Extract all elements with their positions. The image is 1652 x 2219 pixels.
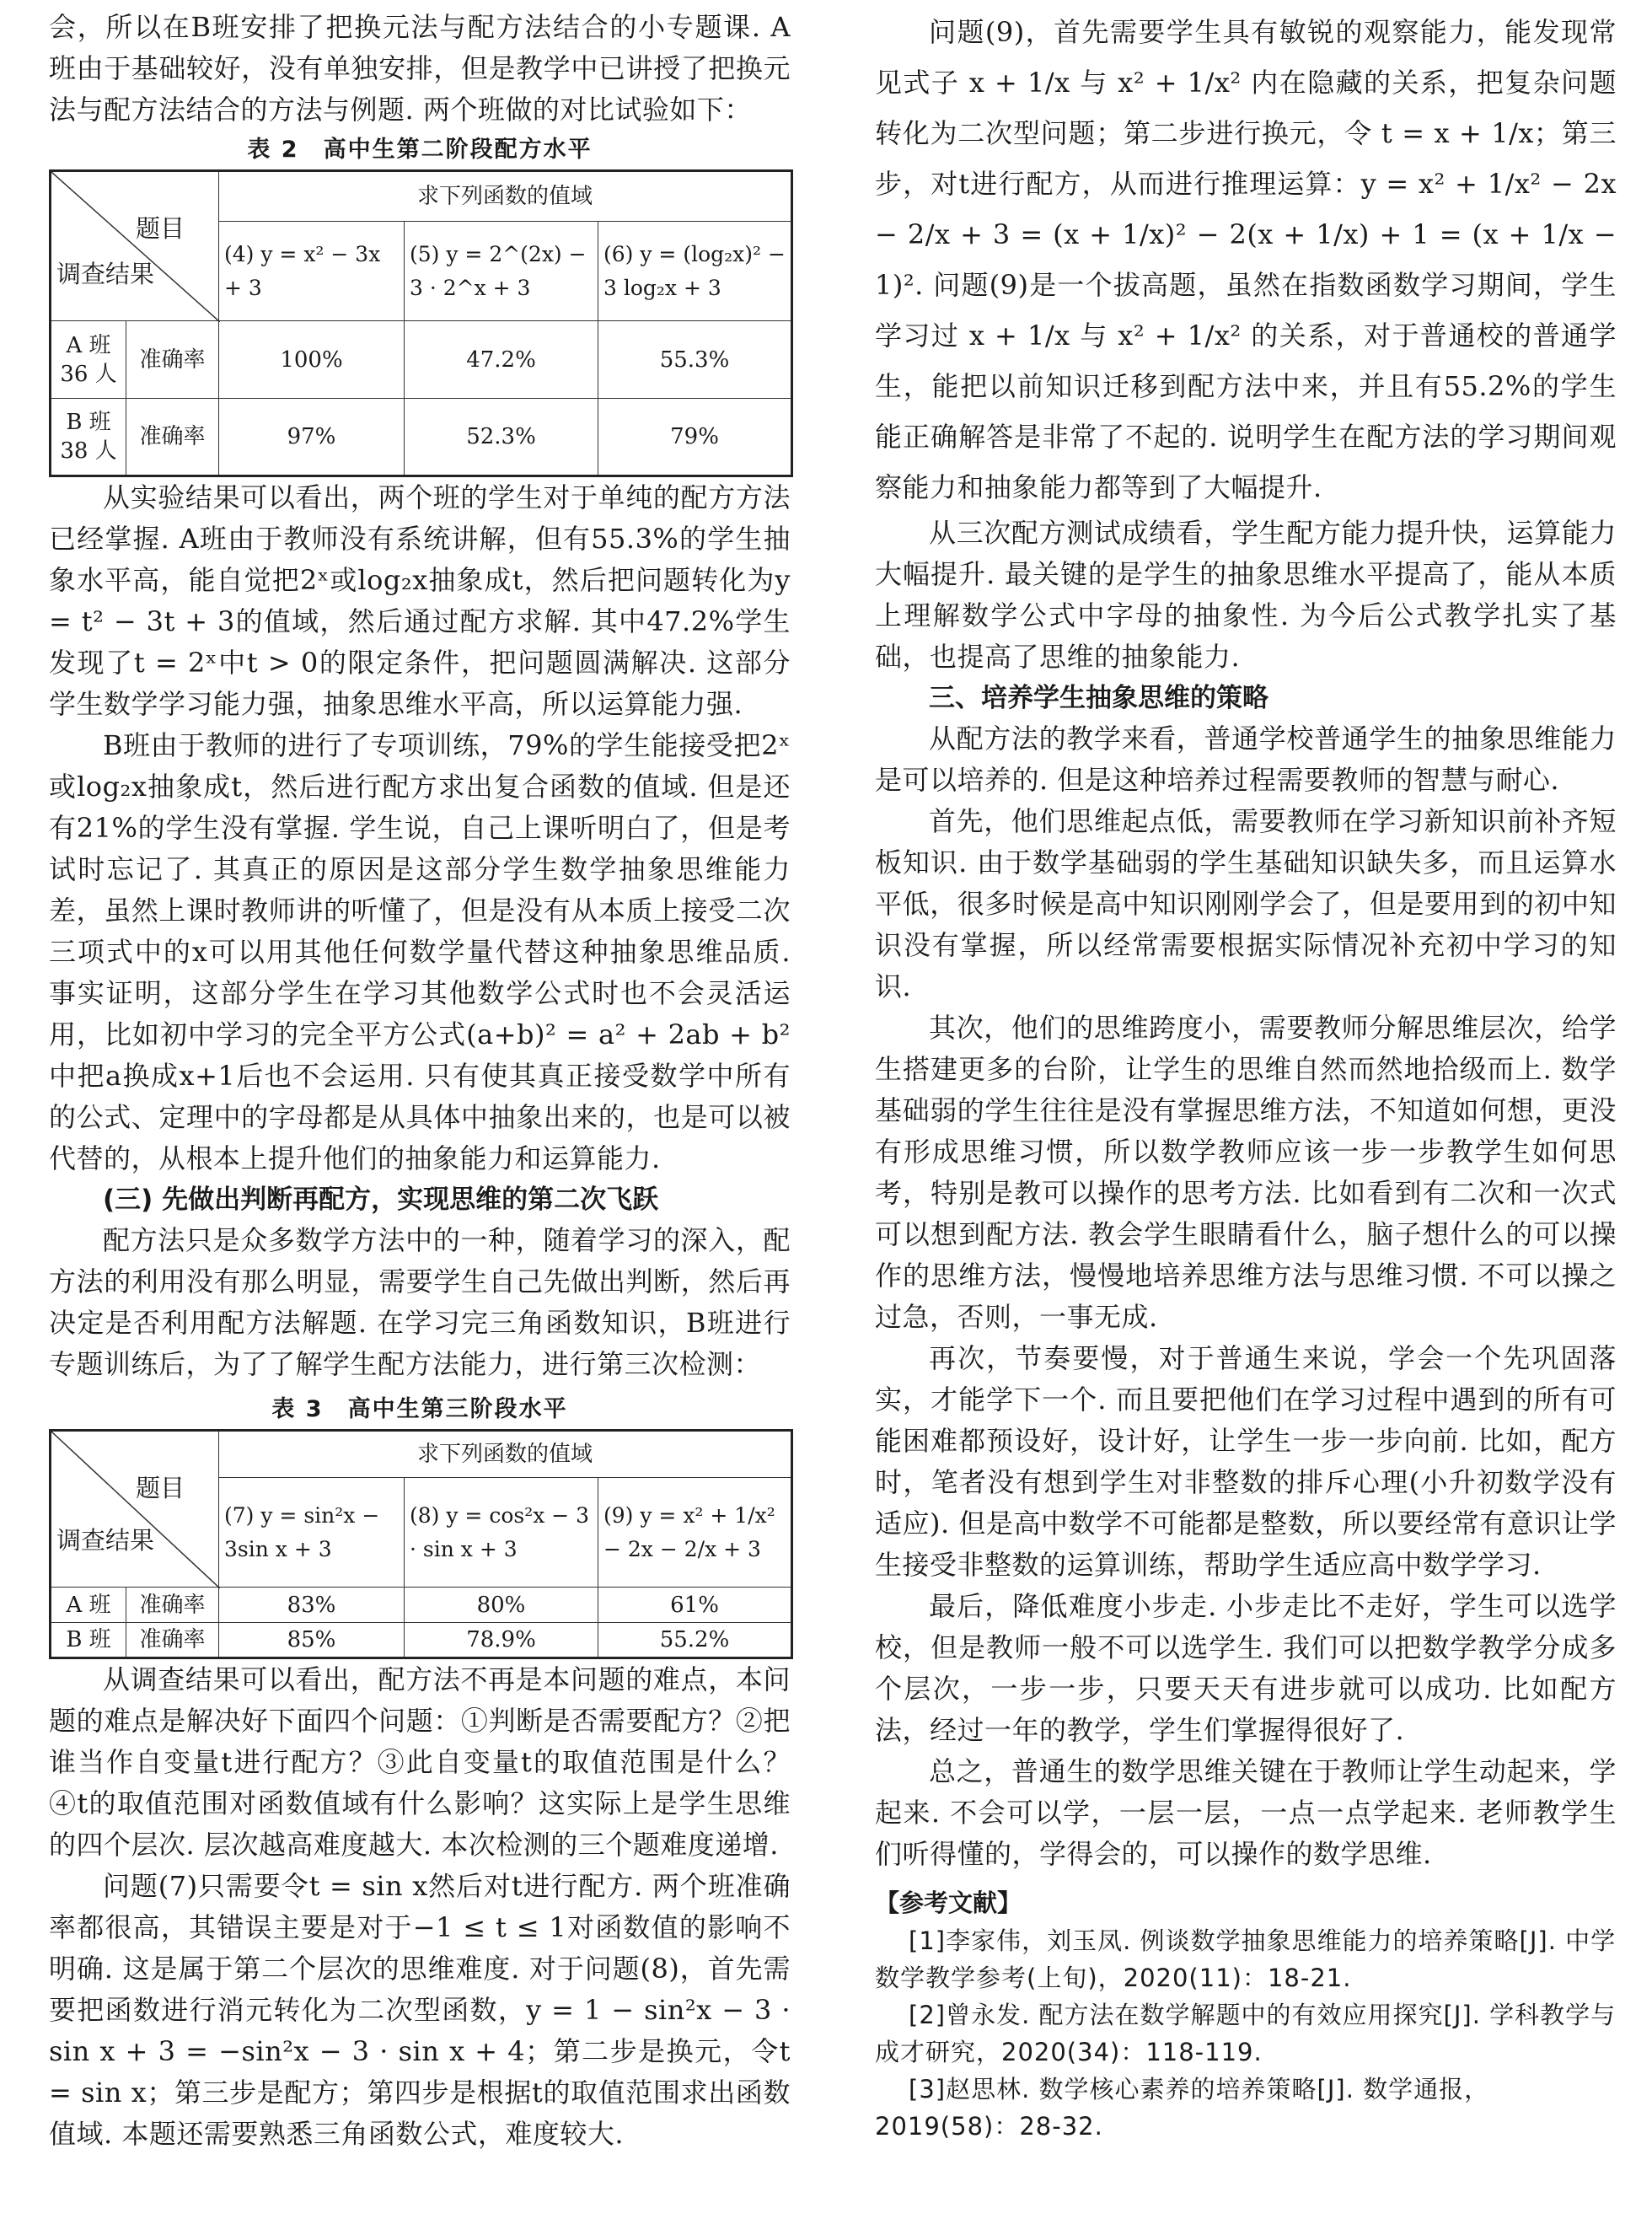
intro-paragraph: 会，所以在B班安排了把换元法与配方法结合的小专题课. A班由于基础较好，没有单独安排，但是教学中已讲授了把换元法与配方法结合的方法与例题. 两个班做的对比试验如下：: [49, 11, 791, 126]
table3: [49, 1429, 793, 1659]
references: [875, 1883, 1617, 2145]
table3-diag-bottom: 调查结果: [56, 1526, 155, 1555]
section-heading: 三、培养学生抽象思维的策略: [929, 683, 1268, 713]
table2-cell: 47.2%: [405, 321, 598, 399]
table3-cell: 61%: [598, 1588, 792, 1623]
table3-corner-cell: [51, 1431, 219, 1588]
table3-cell: 83%: [219, 1588, 405, 1623]
table3-question: (8) y = cos²x − 3 · sin x + 3: [405, 1478, 598, 1588]
paragraph: 从配方法的教学来看，普通学校普通学生的抽象思维能力是可以培养的. 但是这种培养过程需要教师的智慧与耐心.: [875, 723, 1617, 796]
paragraph: 从三次配方测试成绩看，学生配方能力提升快，运算能力大幅提升. 最关键的是学生的抽象思维水平提高了，能从本质上理解数学公式中字母的抽象性. 为今后公式教学扎实了基础，也提高了思维的抽象能力.: [875, 517, 1617, 673]
paragraph: 最后，降低难度小步走. 小步走比不走好，学生可以选学校，但是教师一般不可以选学生. 我们可以把数学教学分成多个层次，一步一步，只要天天有进步就可以成功. 比如配方法，经过一年的教学，学生们掌握得很好了.: [875, 1590, 1617, 1746]
table3-cell: 80%: [405, 1588, 598, 1623]
table2-question: (5) y = 2^(2x) − 3 · 2^x + 3: [405, 222, 598, 321]
table3-caption: 表 3 高中生第三阶段水平: [271, 1396, 568, 1422]
table3-cell: 55.2%: [598, 1623, 792, 1658]
table3-metric: 准确率: [126, 1623, 219, 1658]
paragraph: 问题(7)只需要令t = sin x然后对t进行配方. 两个班准确率都很高，其错误主要是对于−1 ≤ t ≤ 1对函数值的影响不明确. 这是属于第二个层次的思维难度. 对于问题(8)，首先需要把函数进行消元转化为二次型函数，y = 1 − sin²x − 3 · sin x + 3 = −sin²x − 3 · sin x + 4；第二步是换元，令t = sin x；第三步是配方；第四步是根据t的取值范围求出函数值域. 本题还需要熟悉三角函数公式，难度较大.: [49, 1870, 791, 2150]
paragraph: 从调查结果可以看出，配方法不再是本问题的难点，本问题的难点是解决好下面四个问题：①判断是否需要配方？②把谁当作自变量t进行配方？③此自变量t的取值范围是什么？④t的取值范围对函数值域有什么影响？这实际上是学生思维的四个层次. 层次越高难度越大. 本次检测的三个题难度递增.: [49, 1663, 791, 1861]
reference-item: [1]李家伟，刘玉凤. 例谈数学抽象思维能力的培养策略[J]. 中学数学教学参考(上旬)，2020(11)：18-21.: [875, 1926, 1617, 1992]
paragraph: 总之，普通生的数学思维关键在于教师让学生动起来，学起来. 不会可以学，一层一层，一点一点学起来. 老师教学生们听得懂的，学得会的，可以操作的数学思维.: [875, 1755, 1617, 1870]
paragraph: 其次，他们的思维跨度小，需要教师分解思维层次，给学生搭建更多的台阶，让学生的思维自然而然地拾级而上. 数学基础弱的学生往往是没有掌握思维方法，不知道如何想，更没有形成思维习惯，所以数学教师应该一步一步教学生如何思考，特别是教可以操作的思考方法. 比如看到有二次和一次式可以想到配方法. 教会学生眼睛看什么，脑子想什么的可以操作的思维方法，慢慢地培养思维方法与思维习惯. 不可以操之过急，否则，一事无成.: [875, 1012, 1617, 1333]
paragraph: B班由于教师的进行了专项训练，79%的学生能接受把2ˣ或log₂x抽象成t，然后进行配方求出复合函数的值域. 但是还有21%的学生没有掌握. 学生说，自己上课听明白了，但是考试时忘记了. 其真正的原因是这部分学生数学抽象思维能力差，虽然上课时教师讲的听懂了，但是没有从本质上接受二次三项式中的x可以用其他任何数学量代替这种抽象思维品质. 事实证明，这部分学生在学习其他数学公式时也不会灵活运用，比如初中学习的完全平方公式(a+b)² = a² + 2ab + b²中把a换成x+1后也不会运用. 只有使其真正接受数学中所有的公式、定理中的字母都是从具体中抽象出来的，也是可以被代替的，从根本上提升他们的抽象能力和运算能力.: [49, 729, 791, 1174]
table3-question: (7) y = sin²x − 3sin x + 3: [219, 1478, 405, 1588]
table3-header-span: 求下列函数的值域: [219, 1431, 792, 1478]
paragraph: 问题(9)，首先需要学生具有敏锐的观察能力，能发现常见式子 x + 1/x 与 x² + 1/x² 内在隐藏的关系，把复杂问题转化为二次型问题；第二步进行换元，令 t = x + 1/x；第三步，对t进行配方，从而进行推理运算：y = x² + 1/x² − 2x − 2/x + 3 = (x + 1/x)² − 2(x + 1/x) + 1 = (x + 1/x − 1)². 问题(9)是一个拔高题，虽然在指数函数学习期间，学生学习过 x + 1/x 与 x² + 1/x² 的关系，对于普通校的普通学生，能把以前知识迁移到配方法中来，并且有55.2%的学生能正确解答是非常了不起的. 说明学生在配方法的学习期间观察能力和抽象能力都等到了大幅提升.: [875, 16, 1617, 503]
reference-item: [2]曾永发. 配方法在数学解题中的有效应用探究[J]. 学科教学与成才研究，2020(34)：118-119.: [875, 2001, 1617, 2066]
table3-group: B 班: [51, 1623, 126, 1658]
table2-cell: 55.3%: [598, 321, 792, 399]
table2: [49, 169, 793, 477]
table2-diag-bottom: 调查结果: [56, 260, 155, 288]
table3-group: A 班: [51, 1588, 126, 1623]
table2-diag-top: 题目: [135, 214, 185, 243]
paragraph: 配方法只是众多数学方法中的一种，随着学习的深入，配方法的利用没有那么明显，需要学生自己先做出判断，然后再决定是否利用配方法解题. 在学习完三角函数知识，B班进行专题训练后，为了了解学生配方法能力，进行第三次检测：: [49, 1224, 791, 1380]
table2-group: B 班 38 人: [51, 399, 126, 476]
table2-header-span: 求下列函数的值域: [219, 171, 792, 222]
table2-question: (4) y = x² − 3x + 3: [219, 222, 405, 321]
table2-cell: 79%: [598, 399, 792, 476]
table2-cell: 52.3%: [405, 399, 598, 476]
left-column: [49, 7, 791, 2155]
table3-metric: 准确率: [126, 1588, 219, 1623]
table3-cell: 85%: [219, 1623, 405, 1658]
table3-diag-top: 题目: [135, 1474, 185, 1502]
table3-question: (9) y = x² + 1/x² − 2x − 2/x + 3: [598, 1478, 792, 1588]
paragraph: 再次，节奏要慢，对于普通生来说，学会一个先巩固落实，才能学下一个. 而且要把他们在学习过程中遇到的所有可能困难都预设好，设计好，让学生一步一步向前. 比如，配方时，笔者没有想到学生对非整数的排斥心理(小升初数学没有适应). 但是高中数学不可能都是整数，所以要经常有意识让学生接受非整数的运算训练，帮助学生适应高中数学学习.: [875, 1342, 1617, 1581]
table2-metric: 准确率: [126, 399, 219, 476]
table2-cell: 100%: [219, 321, 405, 399]
table2-question: (6) y = (log₂x)² − 3 log₂x + 3: [598, 222, 792, 321]
paragraph: 从实验结果可以看出，两个班的学生对于单纯的配方方法已经掌握. A班由于教师没有系统讲解，但有55.3%的学生抽象水平高，能自觉把2ˣ或log₂x抽象成t，然后把问题转化为y = t² − 3t + 3的值域，然后通过配方求解. 其中47.2%学生发现了t = 2ˣ中t > 0的限定条件，把问题圆满解决. 这部分学生数学学习能力强，抽象思维水平高，所以运算能力强.: [49, 481, 791, 720]
table3-cell: 78.9%: [405, 1623, 598, 1658]
section-heading: (三) 先做出判断再配方，实现思维的第二次飞跃: [103, 1185, 659, 1215]
table2-corner-cell: [51, 171, 219, 321]
table2-metric: 准确率: [126, 321, 219, 399]
diagonal-line: [51, 1432, 220, 1588]
references-title: 【参考文献】: [875, 1889, 1022, 1917]
table2-caption: 表 2 高中生第二阶段配方水平: [247, 137, 593, 163]
right-column: [875, 7, 1617, 2145]
reference-item: [3]赵思林. 数学核心素养的培养策略[J]. 数学通报，2019(58)：28-32.: [875, 2075, 1490, 2141]
table2-group: A 班 36 人: [51, 321, 126, 399]
table2-cell: 97%: [219, 399, 405, 476]
paragraph: 首先，他们思维起点低，需要教师在学习新知识前补齐短板知识. 由于数学基础弱的学生基础知识缺失多，而且运算水平低，很多时候是高中知识刚刚学会了，但是要用到的初中知识没有掌握，所以经常需要根据实际情况补充初中学习的知识.: [875, 805, 1617, 1002]
diagonal-line: [51, 172, 220, 322]
